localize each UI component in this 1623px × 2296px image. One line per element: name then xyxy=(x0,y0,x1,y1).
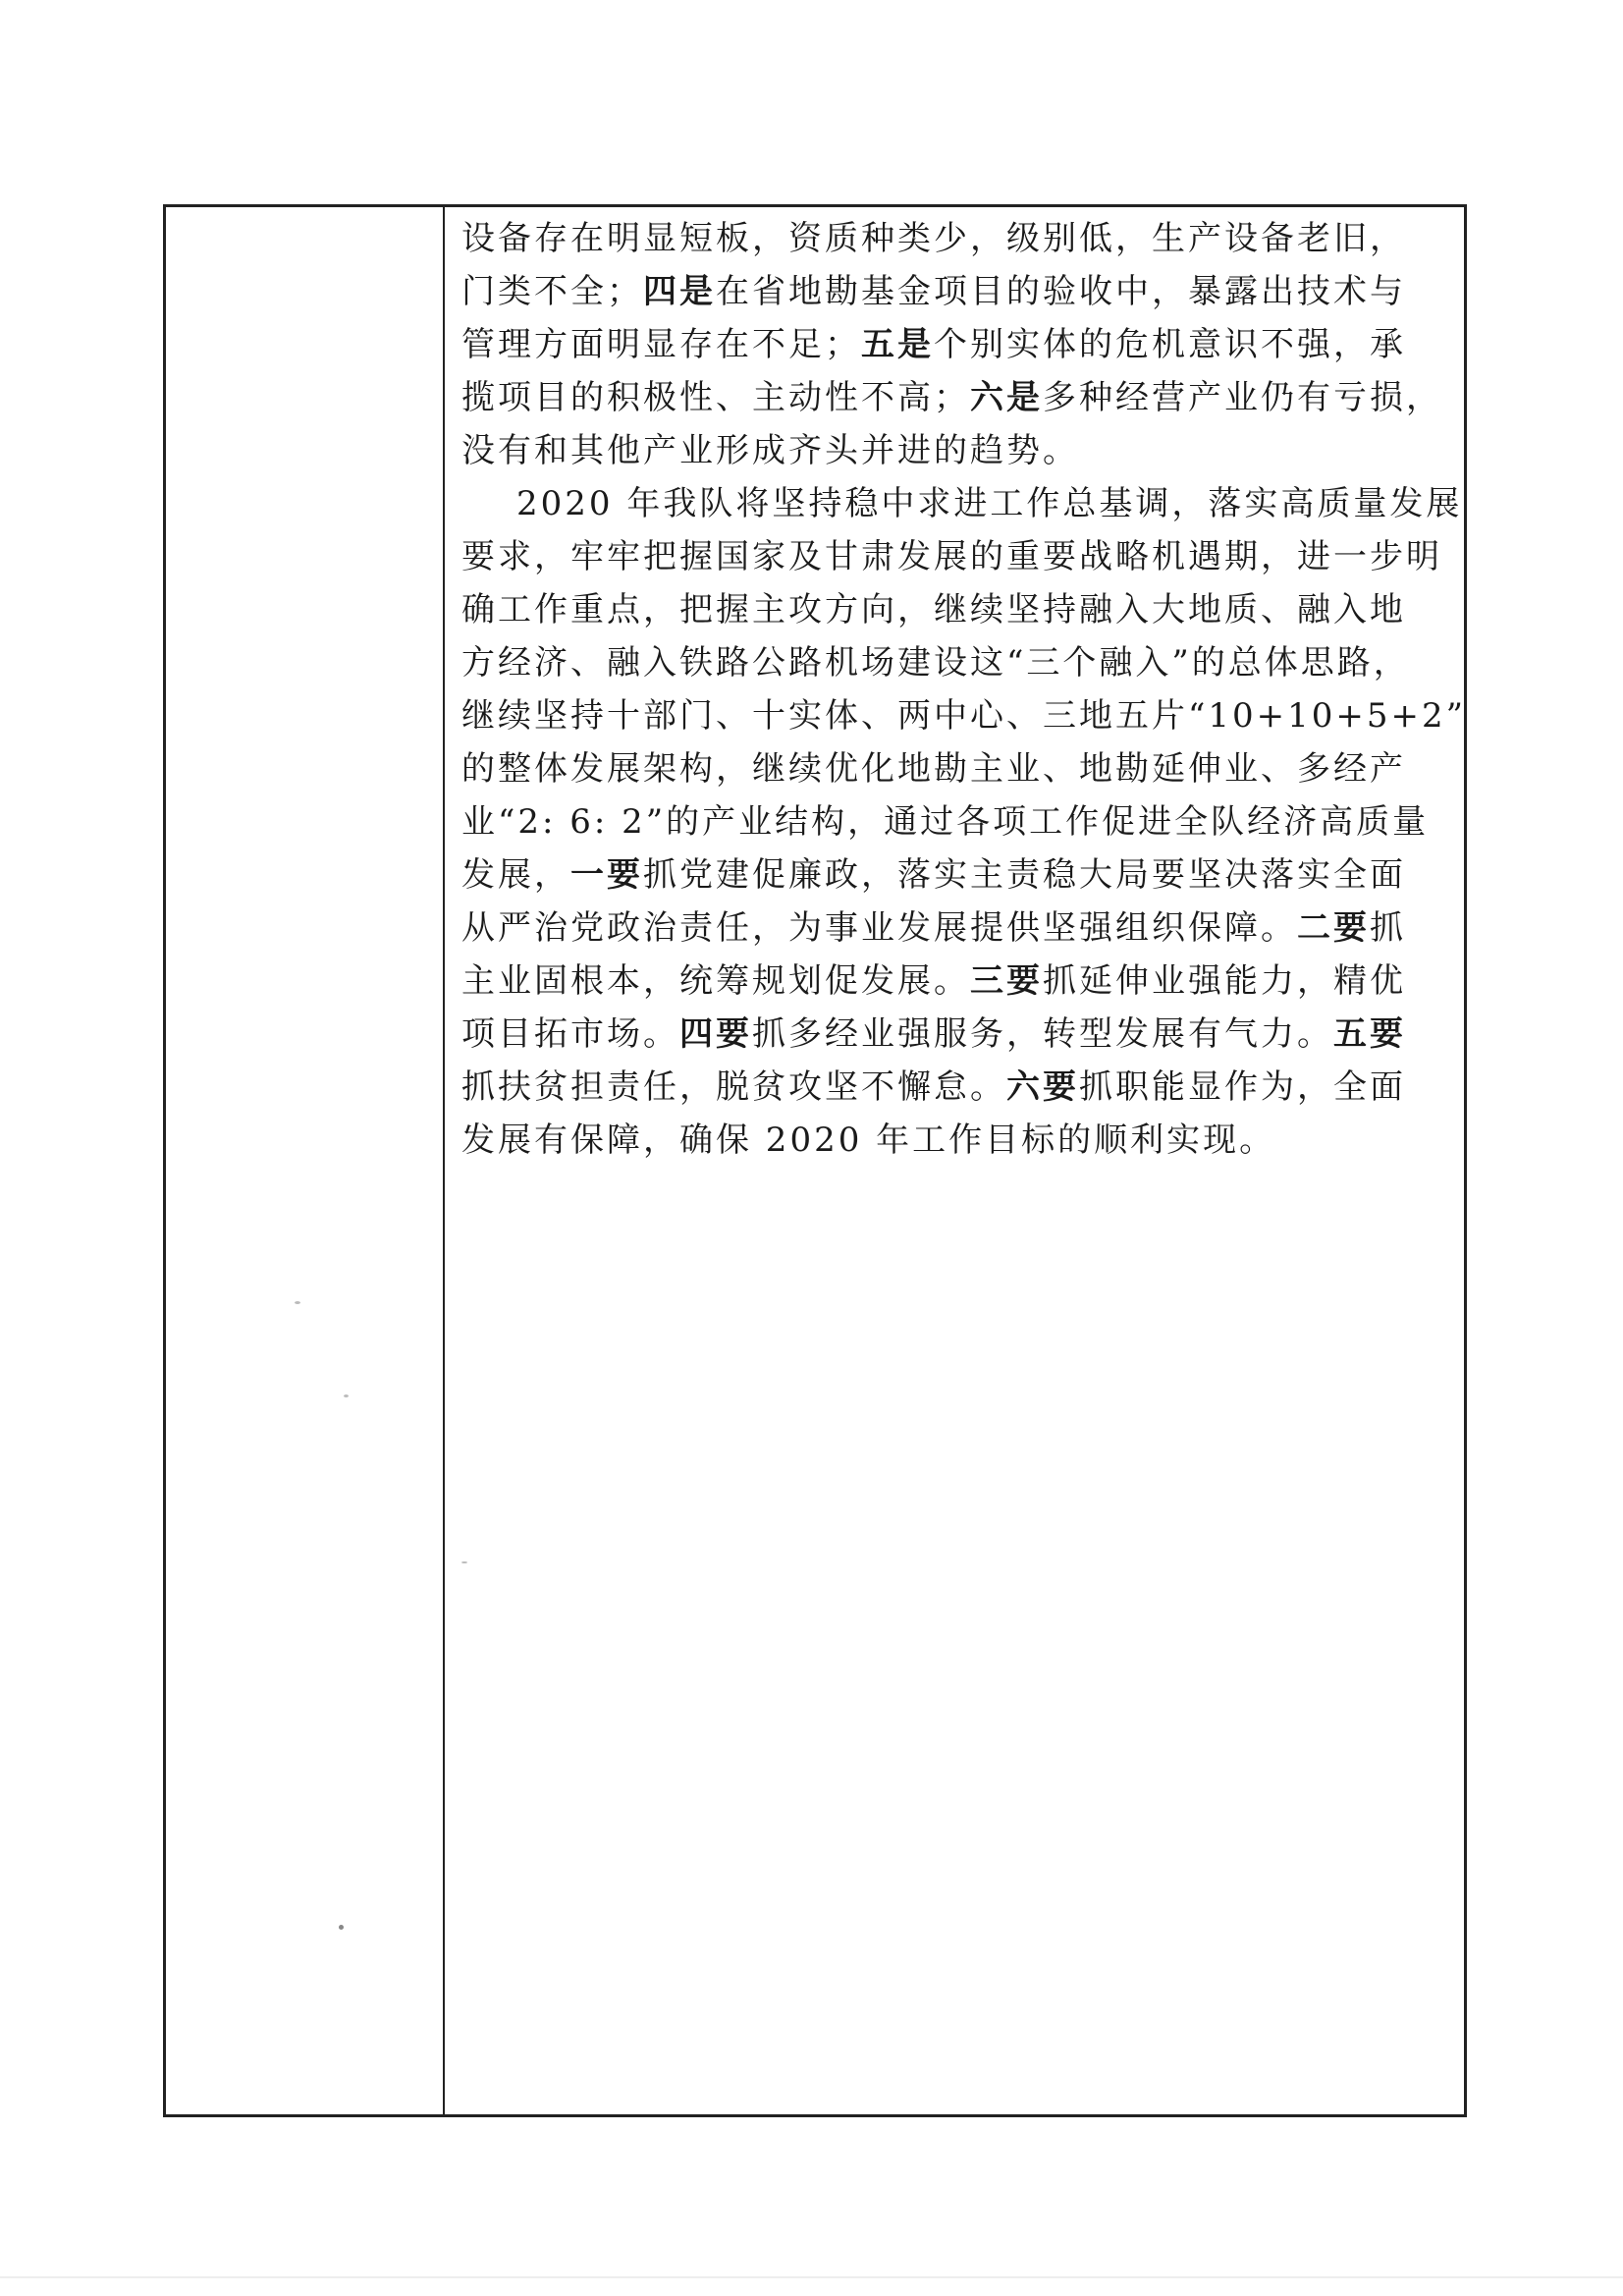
text-segment: 在省地勘基金项目的验收中，暴露出技术与 xyxy=(716,272,1406,311)
scan-speck xyxy=(295,1301,300,1304)
text-line xyxy=(461,1114,1453,1167)
text-segment: 个别实体的危机意识不强，承 xyxy=(934,325,1406,364)
text-line xyxy=(461,371,1453,424)
text-segment: 2020 年我队将坚持稳中求进工作总基调，落实高质量发展 xyxy=(516,484,1463,523)
text-segment: 设备存在明显短板，资质种类少，级别低，生产设备老旧， xyxy=(461,219,1406,258)
text-line xyxy=(461,477,1463,530)
bold-keyword: 六要 xyxy=(1006,1067,1079,1107)
text-line xyxy=(461,795,1453,848)
bold-keyword: 四是 xyxy=(643,272,716,311)
text-segment: 抓 xyxy=(1370,908,1406,948)
bold-keyword: 三要 xyxy=(970,961,1043,1001)
text-segment: 发展有保障，确保 2020 年工作目标的顺利实现。 xyxy=(461,1121,1276,1160)
text-line xyxy=(461,742,1453,795)
text-segment: 没有和其他产业形成齐头并进的趋势。 xyxy=(461,431,1079,470)
text-line xyxy=(461,530,1453,583)
text-segment: 抓职能显作为，全面 xyxy=(1079,1067,1406,1107)
text-line xyxy=(461,636,1453,689)
text-segment: 抓党建促廉政，落实主责稳大局要坚决落实全面 xyxy=(643,855,1406,895)
text-segment: 业“2: 6: 2”的产业结构，通过各项工作促进全队经济高质量 xyxy=(461,802,1430,842)
text-segment: 管理方面明显存在不足； xyxy=(461,325,861,364)
text-segment: 方经济、融入铁路公路机场建设这“三个融入”的总体思路， xyxy=(461,643,1410,683)
text-line xyxy=(461,212,1453,265)
scan-edge-line xyxy=(0,2276,1623,2278)
text-line xyxy=(461,955,1453,1008)
scan-speck xyxy=(344,1394,349,1397)
bold-keyword: 一要 xyxy=(570,855,643,895)
text-segment: 抓延伸业强能力，精优 xyxy=(1043,961,1406,1001)
scan-speck xyxy=(339,1925,344,1930)
text-segment: 门类不全； xyxy=(461,272,643,311)
text-segment: 确工作重点，把握主攻方向，继续坚持融入大地质、融入地 xyxy=(461,590,1406,629)
text-segment: 继续坚持十部门、十实体、两中心、三地五片“10+10+5+2” xyxy=(461,696,1467,736)
text-line xyxy=(461,265,1453,318)
text-line xyxy=(461,848,1453,902)
text-line xyxy=(461,689,1467,742)
text-segment: 项目拓市场。 xyxy=(461,1014,679,1054)
bold-keyword: 五要 xyxy=(1333,1014,1406,1054)
bold-keyword: 四要 xyxy=(679,1014,752,1054)
text-segment: 多种经营产业仍有亏损， xyxy=(1043,378,1442,417)
text-segment: 从严治党政治责任，为事业发展提供坚强组织保障。 xyxy=(461,908,1297,948)
text-segment: 要求，牢牢把握国家及甘肃发展的重要战略机遇期，进一步明 xyxy=(461,537,1442,576)
text-line xyxy=(461,424,1453,477)
content-cell xyxy=(461,212,1467,1167)
text-segment: 发展， xyxy=(461,855,570,895)
bold-keyword: 五是 xyxy=(861,325,934,364)
text-line xyxy=(461,1008,1453,1061)
text-line xyxy=(461,902,1453,955)
text-line xyxy=(461,583,1453,636)
column-divider xyxy=(443,204,445,2117)
text-line xyxy=(461,1061,1453,1114)
text-segment: 抓多经业强服务，转型发展有气力。 xyxy=(752,1014,1333,1054)
bold-keyword: 六是 xyxy=(970,378,1043,417)
text-segment: 主业固根本，统筹规划促发展。 xyxy=(461,961,970,1001)
text-segment: 揽项目的积极性、主动性不高； xyxy=(461,378,970,417)
scan-speck xyxy=(461,1561,467,1563)
text-segment: 抓扶贫担责任，脱贫攻坚不懈怠。 xyxy=(461,1067,1006,1107)
text-line xyxy=(461,318,1453,371)
bold-keyword: 二要 xyxy=(1297,908,1370,948)
text-segment: 的整体发展架构，继续优化地勘主业、地勘延伸业、多经产 xyxy=(461,749,1406,789)
